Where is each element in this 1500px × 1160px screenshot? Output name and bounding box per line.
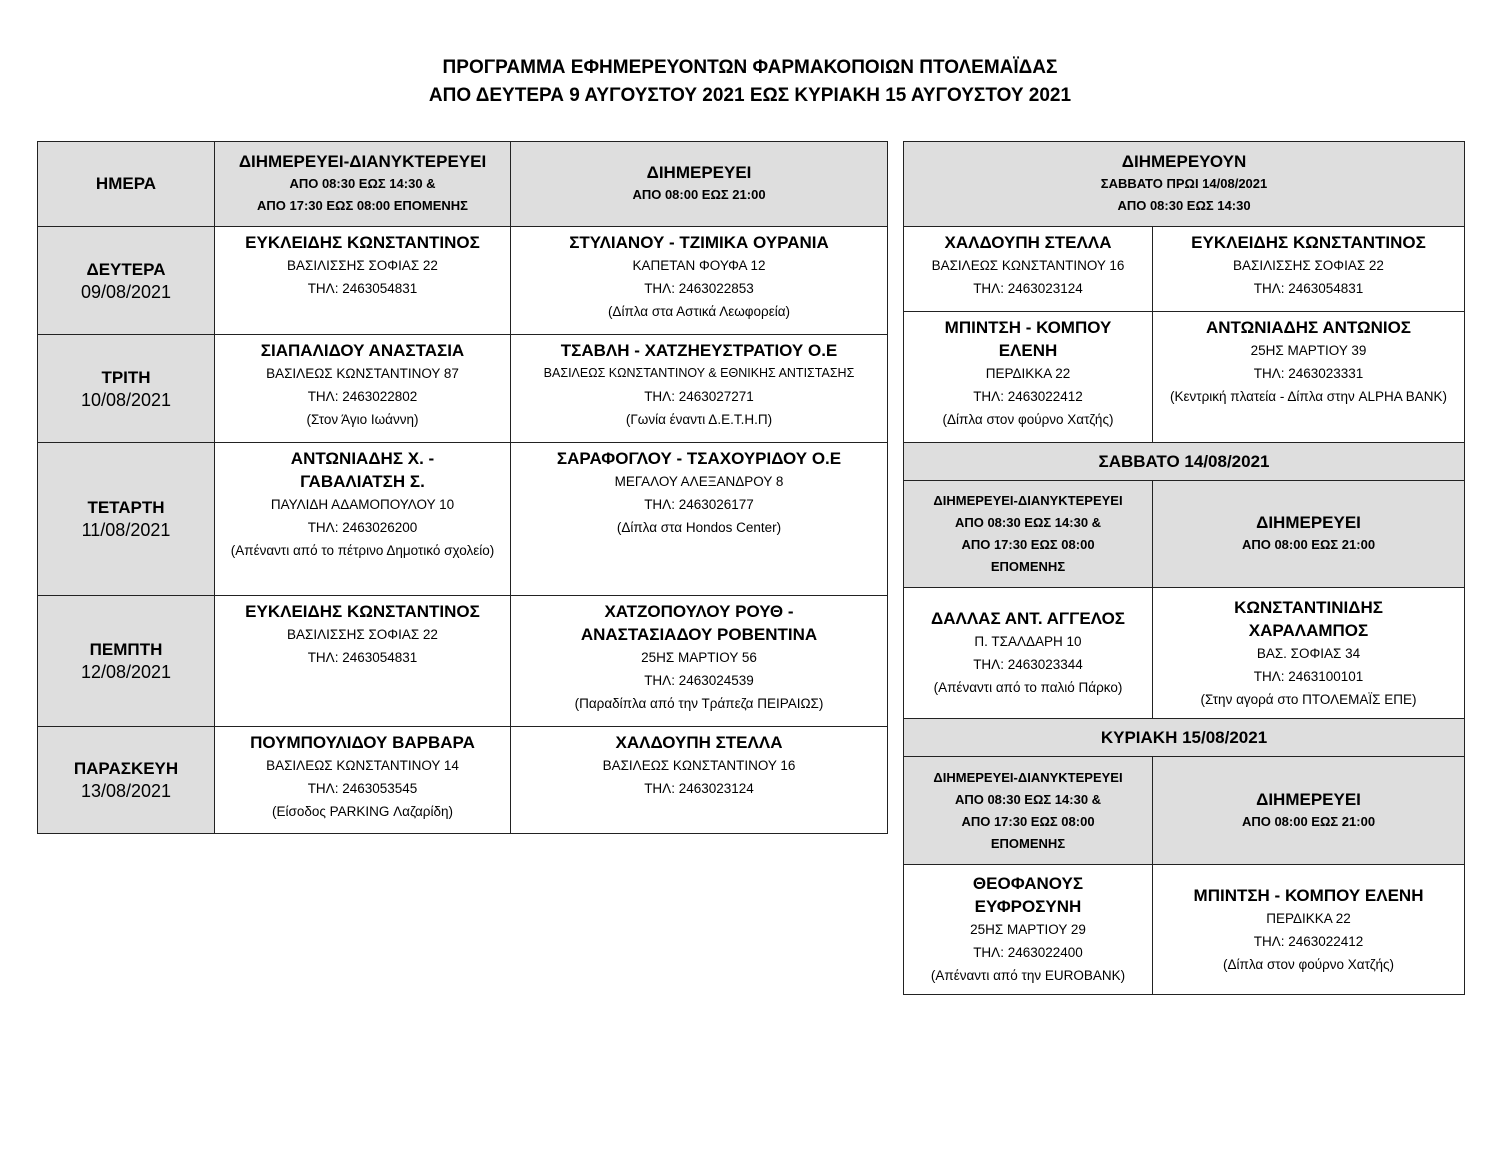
saturday-title-row xyxy=(904,443,1465,481)
table-row xyxy=(904,227,1465,312)
sat-morning-header xyxy=(904,142,1465,227)
day-cell: ΠΕΜΠΤΗ 12/08/2021 xyxy=(38,596,215,727)
day-cell: ΔΕΥΤΕΡΑ 09/08/2021 xyxy=(38,227,215,335)
saturday-title: ΣΑΒΒΑΤΟ 14/08/2021 xyxy=(904,443,1465,481)
pharmacy-cell: ΔΑΛΛΑΣ ΑΝΤ. ΑΓΓΕΛΟΣ Π. ΤΣΑΛΔΑΡΗ 10 ΤΗΛ: 2463023344 (Απέναντι από το παλιό Πάρκο) xyxy=(904,588,1153,719)
table-row xyxy=(904,865,1465,995)
saturday-header-day: ΔΙΗΜΕΡΕΥΕΙ ΑΠΟ 08:00 ΕΩΣ 21:00 xyxy=(1153,481,1465,588)
sunday-title-row xyxy=(904,719,1465,757)
sunday-header-overnight: ΔΙΗΜΕΡΕΥΕΙ-ΔΙΑΝΥΚΤΕΡΕΥΕΙ ΑΠΟ 08:30 ΕΩΣ 14:30 & ΑΠΟ 17:30 ΕΩΣ 08:00 ΕΠΟΜΕΝΗΣ xyxy=(904,757,1153,865)
table-header-row xyxy=(38,142,888,227)
pharmacy-cell: ΜΠΙΝΤΣΗ - ΚΟΜΠΟΥ ΕΛΕΝΗ ΠΕΡΔΙΚΚΑ 22 ΤΗΛ: 2463022412 (Δίπλα στον φούρνο Χατζής) xyxy=(1153,865,1465,995)
pharmacy-cell: ΕΥΚΛΕΙΔΗΣ ΚΩΝΣΤΑΝΤΙΝΟΣ ΒΑΣΙΛΙΣΣΗΣ ΣΟΦΙΑΣ 22 ΤΗΛ: 2463054831 xyxy=(1153,227,1465,312)
table-row xyxy=(38,227,888,335)
table-row xyxy=(904,588,1465,719)
pharmacy-cell: ΜΠΙΝΤΣΗ - ΚΟΜΠΟΥ ΕΛΕΝΗ ΠΕΡΔΙΚΚΑ 22 ΤΗΛ: 2463022412 (Δίπλα στον φούρνο Χατζής) xyxy=(904,312,1153,443)
sunday-header-day: ΔΙΗΜΕΡΕΥΕΙ ΑΠΟ 08:00 ΕΩΣ 21:00 xyxy=(1153,757,1465,865)
title-line-1: ΠΡΟΓΡΑΜΜΑ ΕΦΗΜΕΡΕΥΟΝΤΩΝ ΦΑΡΜΑΚΟΠΟΙΩΝ ΠΤΟΛΕΜΑΪΔΑΣ xyxy=(442,57,1058,78)
sunday-header-row xyxy=(904,757,1465,865)
weekend-schedule-table xyxy=(903,141,1465,995)
pharmacy-cell: ΘΕΟΦΑΝΟΥΣ ΕΥΦΡΟΣΥΝΗ 25ΗΣ ΜΑΡΤΙΟΥ 29 ΤΗΛ: 2463022400 (Απέναντι από την EUROBANK) xyxy=(904,865,1153,995)
pharmacy-cell: ΕΥΚΛΕΙΔΗΣ ΚΩΝΣΤΑΝΤΙΝΟΣ ΒΑΣΙΛΙΣΣΗΣ ΣΟΦΙΑΣ 22 ΤΗΛ: 2463054831 xyxy=(215,227,511,335)
day-cell: ΠΑΡΑΣΚΕΥΗ 13/08/2021 xyxy=(38,727,215,834)
pharmacy-cell: ΚΩΝΣΤΑΝΤΙΝΙΔΗΣ ΧΑΡΑΛΑΜΠΟΣ ΒΑΣ. ΣΟΦΙΑΣ 34 ΤΗΛ: 2463100101 (Στην αγορά στο ΠΤΟΛΕΜΑΪΣ ΕΠΕ) xyxy=(1153,588,1465,719)
pharmacy-cell: ΣΤΥΛΙΑΝΟΥ - ΤΖΙΜΙΚΑ ΟΥΡΑΝΙΑ ΚΑΠΕΤΑΝ ΦΟΥΦΑ 12 ΤΗΛ: 2463022853 (Δίπλα στα Αστικά Λεωφορεία) xyxy=(511,227,888,335)
day-cell: ΤΡΙΤΗ 10/08/2021 xyxy=(38,335,215,443)
document-title xyxy=(0,54,1500,110)
pharmacy-cell: ΣΑΡΑΦΟΓΛΟΥ - ΤΣΑΧΟΥΡΙΔΟΥ Ο.Ε ΜΕΓΑΛΟΥ ΑΛΕΞΑΝΔΡΟΥ 8 ΤΗΛ: 2463026177 (Δίπλα στα Hondos Center) xyxy=(511,443,888,596)
pharmacy-cell: ΤΣΑΒΛΗ - ΧΑΤΖΗΕΥΣΤΡΑΤΙΟΥ Ο.Ε ΒΑΣΙΛΕΩΣ ΚΩΝΣΤΑΝΤΙΝΟΥ & ΕΘΝΙΚΗΣ ΑΝΤΙΣΤΑΣΗΣ ΤΗΛ: 2463027271 (Γωνία έναντι Δ.Ε.Τ.Η.Π) xyxy=(511,335,888,443)
header-day: ΗΜΕΡΑ xyxy=(38,142,215,227)
weekday-schedule-table xyxy=(37,141,888,834)
pharmacy-cell: ΧΑΤΖΟΠΟΥΛΟΥ ΡΟΥΘ - ΑΝΑΣΤΑΣΙΑΔΟΥ ΡΟΒΕΝΤΙΝΑ 25ΗΣ ΜΑΡΤΙΟΥ 56 ΤΗΛ: 2463024539 (Παραδίπλα από την Τράπεζα ΠΕΙΡΑΙΩΣ) xyxy=(511,596,888,727)
sat-morning-header-cell: ΔΙΗΜΕΡΕΥΟΥΝ ΣΑΒΒΑΤΟ ΠΡΩΙ 14/08/2021 ΑΠΟ 08:30 ΕΩΣ 14:30 xyxy=(904,142,1465,227)
pharmacy-cell: ΠΟΥΜΠΟΥΛΙΔΟΥ ΒΑΡΒΑΡΑ ΒΑΣΙΛΕΩΣ ΚΩΝΣΤΑΝΤΙΝΟΥ 14 ΤΗΛ: 2463053545 (Είσοδος PARKING Λαζαρίδη) xyxy=(215,727,511,834)
pharmacy-cell: ΑΝΤΩΝΙΑΔΗΣ ΑΝΤΩΝΙΟΣ 25ΗΣ ΜΑΡΤΙΟΥ 39 ΤΗΛ: 2463023331 (Κεντρική πλατεία - Δίπλα στην ALPHA BANK) xyxy=(1153,312,1465,443)
table-row xyxy=(904,312,1465,443)
pharmacy-cell: ΣΙΑΠΑΛΙΔΟΥ ΑΝΑΣΤΑΣΙΑ ΒΑΣΙΛΕΩΣ ΚΩΝΣΤΑΝΤΙΝΟΥ 87 ΤΗΛ: 2463022802 (Στον Άγιο Ιωάννη) xyxy=(215,335,511,443)
table-row xyxy=(38,335,888,443)
header-col-overnight: ΔΙΗΜΕΡΕΥΕΙ-ΔΙΑΝΥΚΤΕΡΕΥΕΙ ΑΠΟ 08:30 ΕΩΣ 14:30 & ΑΠΟ 17:30 ΕΩΣ 08:00 ΕΠΟΜΕΝΗΣ xyxy=(215,142,511,227)
pharmacy-cell: ΧΑΛΔΟΥΠΗ ΣΤΕΛΛΑ ΒΑΣΙΛΕΩΣ ΚΩΝΣΤΑΝΤΙΝΟΥ 16 ΤΗΛ: 2463023124 xyxy=(511,727,888,834)
sunday-title: ΚΥΡΙΑΚΗ 15/08/2021 xyxy=(904,719,1465,757)
pharmacy-cell: ΕΥΚΛΕΙΔΗΣ ΚΩΝΣΤΑΝΤΙΝΟΣ ΒΑΣΙΛΙΣΣΗΣ ΣΟΦΙΑΣ 22 ΤΗΛ: 2463054831 xyxy=(215,596,511,727)
table-row xyxy=(38,596,888,727)
pharmacy-cell: ΑΝΤΩΝΙΑΔΗΣ Χ. - ΓΑΒΑΛΙΑΤΣΗ Σ. ΠΑΥΛΙΔΗ ΑΔΑΜΟΠΟΥΛΟΥ 10 ΤΗΛ: 2463026200 (Απέναντι από το πέτρινο Δημοτικό σχολείο) xyxy=(215,443,511,596)
title-line-2: ΑΠΟ ΔΕΥΤΕΡΑ 9 ΑΥΓΟΥΣΤΟΥ 2021 ΕΩΣ ΚΥΡΙΑΚΗ 15 ΑΥΓΟΥΣΤΟΥ 2021 xyxy=(428,85,1072,106)
saturday-header-row xyxy=(904,481,1465,588)
table-row xyxy=(38,727,888,834)
day-cell: ΤΕΤΑΡΤΗ 11/08/2021 xyxy=(38,443,215,596)
saturday-header-overnight: ΔΙΗΜΕΡΕΥΕΙ-ΔΙΑΝΥΚΤΕΡΕΥΕΙ ΑΠΟ 08:30 ΕΩΣ 14:30 & ΑΠΟ 17:30 ΕΩΣ 08:00 ΕΠΟΜΕΝΗΣ xyxy=(904,481,1153,588)
pharmacy-cell: ΧΑΛΔΟΥΠΗ ΣΤΕΛΛΑ ΒΑΣΙΛΕΩΣ ΚΩΝΣΤΑΝΤΙΝΟΥ 16 ΤΗΛ: 2463023124 xyxy=(904,227,1153,312)
header-col-day: ΔΙΗΜΕΡΕΥΕΙ ΑΠΟ 08:00 ΕΩΣ 21:00 xyxy=(511,142,888,227)
table-row xyxy=(38,443,888,596)
